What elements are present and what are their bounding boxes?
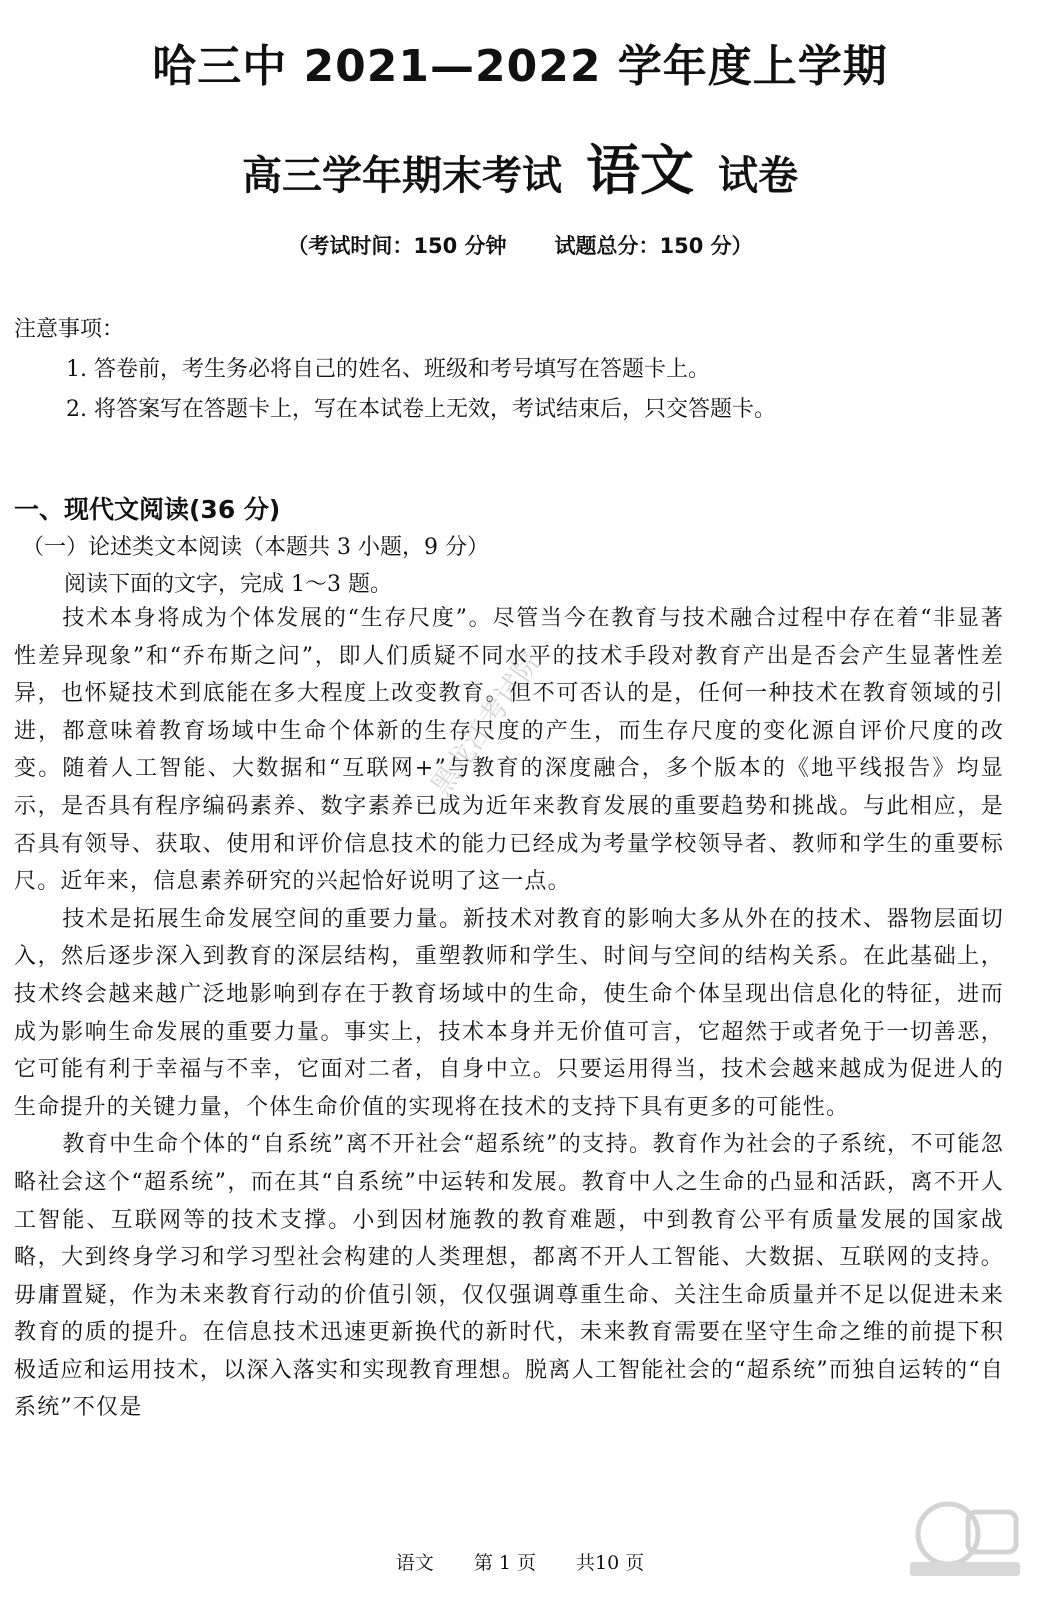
page-footer	[0, 1548, 1040, 1575]
passage-paragraph: 技术本身将成为个体发展的“生存尺度”。尽管当今在教育与技术融合过程中存在着“非显著性差异现象”和“乔布斯之问”，即人们质疑不同水平的技术手段对教育产出是否会产生显著性差异，也怀疑技术到底能在多大程度上改变教育。但不可否认的是，任何一种技术在教育领域的引进，都意味着教育场域中生命个体新的生存尺度的产生，而生存尺度的变化源自评价尺度的改变。随着人工智能、大数据和“互联网+”与教育的深度融合，多个版本的《地平线报告》均显示，是否具有程序编码素养、数字素养已成为近年来教育发展的重要趋势和挑战。与此相应，是否具有领导、获取、使用和评价信息技术的能力已经成为考量学校领导者、教师和学生的重要标尺。近年来，信息素养研究的兴起恰好说明了这一点。	[14, 606, 1004, 895]
notice-item: 1. 答卷前，考生务必将自己的姓名、班级和考号填写在答题卡上。	[66, 357, 710, 382]
subtitle-prefix: 高三学年期末考试	[242, 153, 562, 199]
subsection-title: （一）论述类文本阅读（本题共 3 小题，9 分）	[22, 535, 489, 560]
reading-instruction: 阅读下面的文字，完成 1～3 题。	[64, 572, 392, 597]
section-title: 一、现代文阅读(36 分)	[14, 495, 281, 524]
passage-paragraph: 教育中生命个体的“自系统”离不开社会“超系统”的支持。教育作为社会的子系统，不可能忽略社会这个“超系统”，而在其“自系统”中运转和发展。教育中人之生命的凸显和活跃，离不开人工智能、互联网等的技术支撑。小到因材施教的教育难题，中到教育公平有质量发展的国家战略，大到终身学习和学习型社会构建的人类理想，都离不开人工智能、大数据、互联网的支持。毋庸置疑，作为未来教育行动的价值引领，仅仅强调尊重生命、关注生命质量并不足以促进未来教育的质的提升。在信息技术迅速更新换代的新时代，未来教育需要在坚守生命之维的前提下积极适应和运用技术，以深入落实和实现教育理想。脱离人工智能社会的“超系统”而独自运转的“自系统”不仅是	[14, 1132, 1004, 1421]
subject-name: 语文	[586, 139, 694, 202]
notice-title: 注意事项：	[14, 317, 125, 342]
exam-time: （考试时间：150 分钟	[287, 234, 507, 258]
total-score: 试题总分：150 分）	[554, 234, 753, 258]
footer-total-pages: 共10 页	[575, 1552, 645, 1574]
footer-page-number: 第 1 页	[473, 1552, 536, 1574]
exam-info	[0, 230, 1040, 260]
reading-passage	[14, 600, 1004, 1427]
exam-title: 哈三中 2021—2022 学年度上学期	[152, 41, 888, 92]
subtitle-suffix: 试卷	[718, 153, 798, 199]
watermark: 黑龙江考试院	[424, 645, 548, 802]
footer-subject: 语文	[395, 1552, 434, 1574]
notice-item: 2. 将答案写在答题卡上，写在本试卷上无效，考试结束后，只交答题卡。	[66, 397, 776, 422]
passage-paragraph: 技术是拓展生命发展空间的重要力量。新技术对教育的影响大多从外在的技术、器物层面切入，然后逐步深入到教育的深层结构，重塑教师和学生、时间与空间的结构关系。在此基础上，技术终会越来越广泛地影响到存在于教育场域中的生命，使生命个体呈现出信息化的特征，进而成为影响生命发展的重要力量。事实上，技术本身并无价值可言，它超然于或者免于一切善恶，它可能有利于幸福与不幸，它面对二者，自身中立。只要运用得当，技术会越来越成为促进人的生命提升的关键力量，个体生命价值的实现将在技术的支持下具有更多的可能性。	[14, 906, 1004, 1120]
exam-subtitle	[0, 128, 1040, 205]
